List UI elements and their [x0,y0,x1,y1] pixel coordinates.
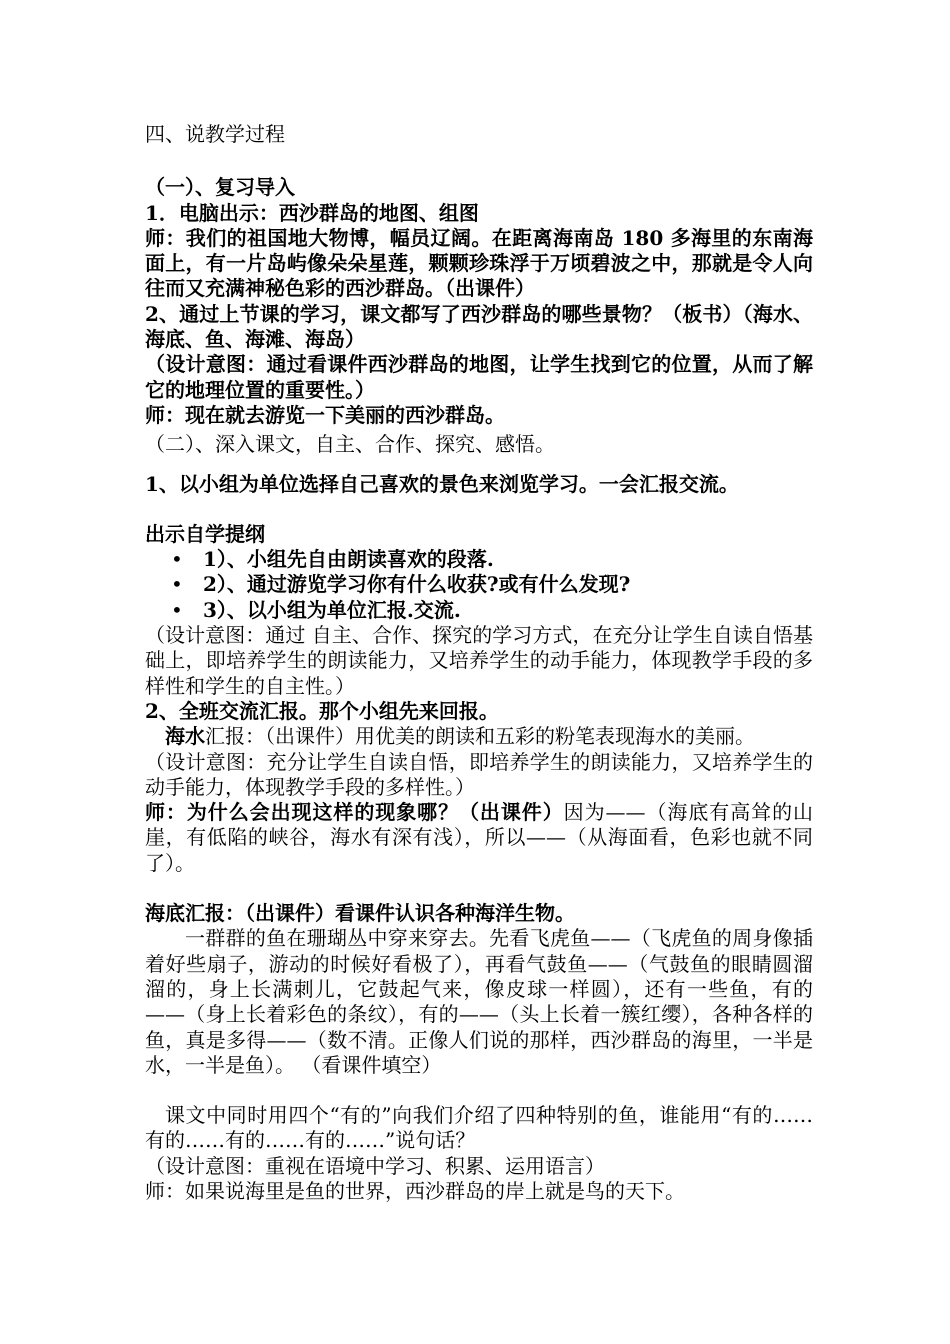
seawater-label: 海水 [165,724,205,749]
teacher-closing: 师：如果说海里是鱼的世界，西沙群岛的岸上就是鸟的天下。 [145,1178,685,1203]
section-title: 四、说教学过程 [145,122,285,146]
seawater-report [145,724,813,749]
document-body [145,122,813,1204]
teacher-question [145,800,813,876]
teacher-intro: 师：我们的祖国地大物博，幅员辽阔。在距离海南岛 180 多海里的东南海面上，有一片岛屿像朵朵星莲，颗颗珍珠浮于万顷碧波之中，那就是令人向往而又充满神秘色彩的西沙群岛。（出课件） [145,225,813,301]
outline-item: • 1）、小组先自由朗读喜欢的段落. [171,547,494,572]
seawater-text: 汇报：（出课件）用优美的朗读和五彩的粉笔表现海水的美丽。 [205,724,755,749]
seabed-heading: 海底汇报：（出课件）看课件认识各种海洋生物。 [145,901,575,926]
youde-paragraph: 课文中同时用四个“有的”向我们介绍了四种特别的鱼，谁能用“有的……有的……有的……有的……”说句话？ [145,1103,813,1153]
part2-item2: 2、全班交流汇报。那个小组先来回报。 [145,698,499,723]
outline-title: 出示自学提纲 [145,521,265,546]
outline-list [145,547,813,623]
design-intent-1: （设计意图：通过看课件西沙群岛的地图，让学生找到它的位置，从而了解它的地理位置的重要性。） [145,352,813,402]
bullet-icon: • [171,547,183,572]
design-intent-2: （设计意图：通过 自主、合作、探究的学习方式，在充分让学生自读自悟基础上，即培养学生的朗读能力，又培养学生的动手能力，体现教学手段的多样性和学生的自主性。） [145,623,813,698]
bullet-icon: • [171,597,183,622]
design-intent-3: （设计意图：充分让学生自读自悟，即培养学生的朗读能力，又培养学生的动手能力，体现教学手段的多样性。） [145,749,813,799]
part1-item1: 1．电脑出示：西沙群岛的地图、组图 [145,200,479,225]
design-intent-4: （设计意图：重视在语境中学习、积累、运用语言） [145,1153,605,1178]
outline-item: • 3）、以小组为单位汇报.交流. [171,597,461,622]
fish-paragraph: 一群群的鱼在珊瑚丛中穿来穿去。先看飞虎鱼——（飞虎鱼的周身像插着好些扇子，游动的时候好看极了），再看气鼓鱼——（气鼓鱼的眼睛圆溜溜的，身上长满刺儿，它鼓起气来，像皮球一样圆），还有一些鱼，有的——（身上长着彩色的条纹），有的——（头上长着一簇红缨），各种各样的鱼，真是多得——（数不清。正像人们说的那样，西沙群岛的海里，一半是水，一半是鱼）。 （看课件填空） [145,926,813,1077]
part2-heading: （二）、深入课文，自主、合作、探究、感悟。 [145,432,555,457]
bullet-icon: • [171,572,183,597]
part2-item1: 1、以小组为单位选择自己喜欢的景色来浏览学习。一会汇报交流。 [145,471,739,496]
teacher-transition: 师：现在就去游览一下美丽的西沙群岛。 [145,402,505,427]
question-bold: 师：为什么会出现这样的现象哪？（出课件） [145,800,564,825]
part1-heading: （一）、复习导入 [145,175,295,200]
part1-item2: 2、通过上节课的学习，课文都写了西沙群岛的哪些景物？（板书）（海水、海底、鱼、海滩、海岛） [145,301,813,352]
outline-item: • 2）、通过游览学习你有什么收获?或有什么发现? [171,572,631,597]
question-rest: 因为——（海底有高耸的山崖，有低陷的峡谷，海水有深有浅），所以——（从海面看，色彩也就不同了）。 [145,800,814,875]
